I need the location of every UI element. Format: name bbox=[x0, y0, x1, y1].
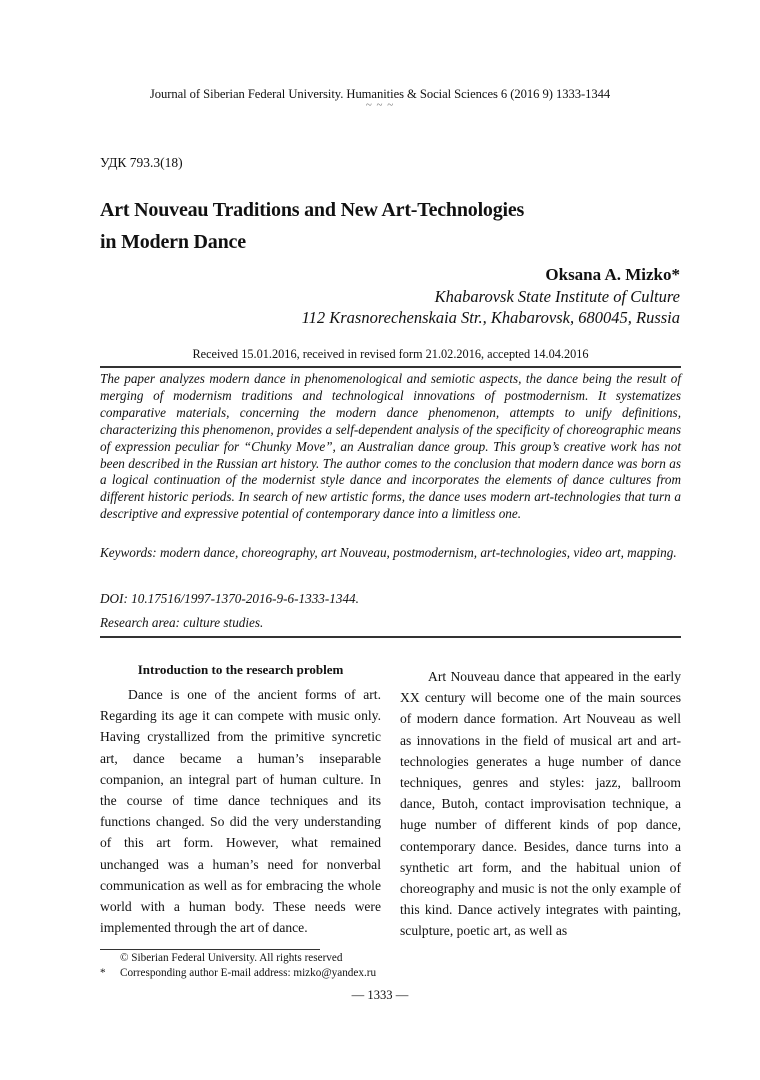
corresponding-author-text: Corresponding author E-mail address: mizko@yandex.ru bbox=[120, 967, 377, 979]
keywords: Keywords: modern dance, choreography, art Nouveau, postmodernism, art-technologies, video art, mapping. bbox=[100, 545, 677, 560]
abstract-bottom-rule bbox=[100, 636, 681, 638]
doi: DOI: 10.17516/1997-1370-2016-9-6-1333-1344. bbox=[100, 591, 359, 606]
author-name: Oksana A. Mizko* bbox=[545, 265, 680, 284]
body-paragraph: Art Nouveau dance that appeared in the early XX century will become one of the main sources of modern dance formation. Art Nouveau as well as innovations in the field of musical art and art-technologies generates a huge number of dance techniques, genres and styles: jazz, ballroom dance, Butoh, contact improvisation technique, a huge number of different kinds of pop dance, contemporary dance. Besides, dance turns into a synthetic art form, and the habitual union of choreography and music is not the only example of this kind. Dance actively integrates with painting, sculpture, poetic art, as well as bbox=[400, 669, 681, 939]
header-ornament: ~ ~ ~ bbox=[365, 99, 395, 111]
abstract-top-rule bbox=[100, 366, 681, 368]
article-title bbox=[100, 194, 524, 258]
affiliation-line-2: 112 Krasnorechenskaia Str., Khabarovsk, 680045, Russia bbox=[301, 308, 680, 327]
running-head: Journal of Siberian Federal University. Humanities & Social Sciences 6 (2016 9) 1333-1344 bbox=[149, 87, 611, 101]
footnote-corresponding bbox=[100, 966, 376, 981]
left-column bbox=[100, 660, 381, 938]
footnotes bbox=[100, 951, 376, 981]
title-line-2: in Modern Dance bbox=[100, 231, 246, 253]
abstract: The paper analyzes modern dance in phenomenological and semiotic aspects, the dance being the result of merging of modernism traditions and technological innovations of postmodernism. It systematizes comparative materials, concerning the modern dance phenomenon, attempts to unify definitions, characterizing this phenomenon, provides a self-dependent analysis of the specificity of choreographic means of expression peculiar for “Chunky Move”, an Australian dance group. This group’s creative work has not been described in the Russian art history. The author comes to the conclusion that modern dance was born as a logical continuation of the modernist style dance and incorporates the elements of dance cultures from different historic periods. In search of new artistic forms, the dance uses modern art-technologies that turn a descriptive and expressive potential of contemporary dance into a limitless one. bbox=[100, 371, 681, 522]
footnote-rule bbox=[100, 949, 320, 950]
affiliation-line-1: Khabarovsk State Institute of Culture bbox=[434, 287, 680, 306]
research-area: Research area: culture studies. bbox=[100, 615, 264, 630]
udk-code: УДК 793.3(18) bbox=[100, 155, 183, 170]
copyright-text: © Siberian Federal University. All rights reserved bbox=[120, 952, 343, 964]
title-line-1: Art Nouveau Traditions and New Art-Technologies bbox=[100, 199, 525, 221]
received-dates: Received 15.01.2016, received in revised form 21.02.2016, accepted 14.04.2016 bbox=[192, 347, 589, 361]
body-paragraph: Dance is one of the ancient forms of art. Regarding its age it can compete with music only. Having crystallized from the primitive syncretic art, dance became a human’s inseparable companion, an integral part of human culture. In the course of time dance techniques and its functions changed. So did the very understanding of this art form. However, what remained unchanged was a human’s need for nonverbal communication as well as for embracing the whole world with a human body. These needs were implemented through the art of dance. bbox=[100, 687, 381, 936]
author-block bbox=[302, 264, 680, 328]
page-number: — 1333 — bbox=[351, 988, 409, 1002]
right-column bbox=[400, 666, 681, 942]
footnote-copyright bbox=[100, 951, 376, 966]
section-heading: Introduction to the research problem bbox=[137, 662, 344, 677]
asterisk-mark: * bbox=[100, 967, 106, 979]
